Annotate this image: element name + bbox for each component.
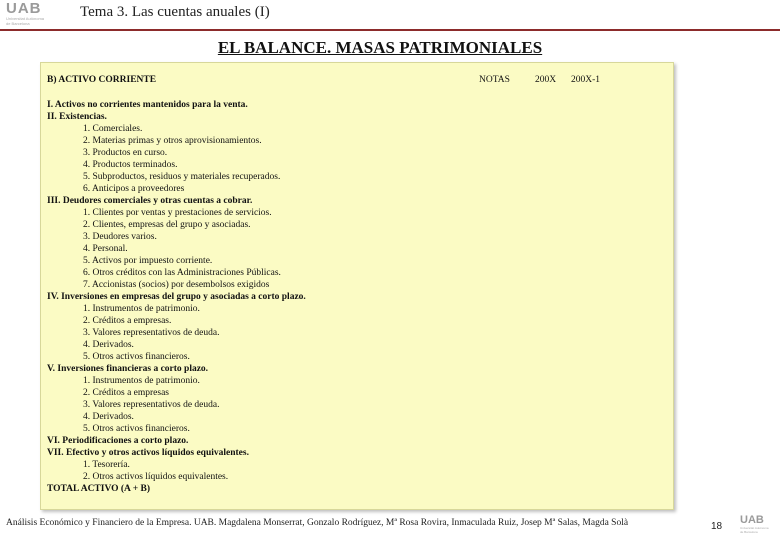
column-header-notas: NOTAS <box>479 75 510 85</box>
logo-mark: UAB <box>740 514 764 526</box>
balance-item-row: 1. Tesorería. <box>83 460 130 470</box>
page-number: 18 <box>711 521 723 532</box>
balance-table-panel <box>40 62 674 510</box>
logo-subtext: de Barcelona <box>6 21 30 26</box>
logo-subtext: Universitat Autònoma <box>6 16 45 21</box>
uab-logo <box>6 2 78 28</box>
balance-heading-row: TOTAL ACTIVO (A + B) <box>47 484 151 494</box>
balance-item-row: 1. Comerciales. <box>83 124 143 134</box>
uab-logo-footer <box>740 515 776 539</box>
balance-item-row: 2. Materias primas y otros aprovisionamientos. <box>83 136 262 146</box>
balance-heading-row: V. Inversiones financieras a corto plazo. <box>47 364 209 374</box>
logo-mark: UAB <box>6 0 42 17</box>
balance-item-row: 5. Activos por impuesto corriente. <box>83 256 213 266</box>
column-header-year: 200X <box>535 75 557 85</box>
column-header-prev-year: 200X-1 <box>571 75 601 85</box>
balance-item-row: 3. Valores representativos de deuda. <box>83 400 220 410</box>
balance-item-row: 1. Instrumentos de patrimonio. <box>83 376 200 386</box>
balance-item-row: 2. Créditos a empresas. <box>83 316 172 326</box>
balance-item-row: 1. Instrumentos de patrimonio. <box>83 304 200 314</box>
slide-header-title: Tema 3. Las cuentas anuales (I) <box>80 4 270 20</box>
balance-item-row: 3. Deudores varios. <box>83 232 157 242</box>
balance-item-row: 5. Subproductos, residuos y materiales recuperados. <box>83 172 281 182</box>
balance-item-row: 7. Accionistas (socios) por desembolsos exigidos <box>83 280 270 290</box>
balance-item-row: 1. Clientes por ventas y prestaciones de servicios. <box>83 208 272 218</box>
header-divider <box>0 29 780 31</box>
balance-item-row: 3. Valores representativos de deuda. <box>83 328 220 338</box>
balance-heading-row: I. Activos no corrientes mantenidos para la venta. <box>47 100 248 110</box>
footer-credits: Análisis Económico y Financiero de la Empresa. UAB. Magdalena Monserrat, Gonzalo Rodríguez, Mª Rosa Rovira, Inmaculada Ruiz, Josep Mª Salas, Magda Solà <box>6 518 629 528</box>
balance-item-row: 5. Otros activos financieros. <box>83 352 190 362</box>
balance-item-row: 6. Otros créditos con las Administraciones Públicas. <box>83 268 281 278</box>
balance-heading-row: IV. Inversiones en empresas del grupo y asociadas a corto plazo. <box>47 292 306 302</box>
balance-item-row: 3. Productos en curso. <box>83 148 168 158</box>
table-section-label: B) ACTIVO CORRIENTE <box>47 75 157 85</box>
balance-item-row: 4. Derivados. <box>83 340 134 350</box>
balance-item-row: 5. Otros activos financieros. <box>83 424 190 434</box>
logo-subtext: Universitat Autònoma <box>740 526 769 530</box>
balance-item-row: 6. Anticipos a proveedores <box>83 184 185 194</box>
balance-heading-row: VI. Periodificaciones a corto plazo. <box>47 436 189 446</box>
balance-item-row: 2. Clientes, empresas del grupo y asociadas. <box>83 220 251 230</box>
balance-heading-row: II. Existencias. <box>47 112 107 122</box>
balance-item-row: 2. Otros activos líquidos equivalentes. <box>83 472 229 482</box>
page-title: EL BALANCE. MASAS PATRIMONIALES <box>217 38 543 57</box>
balance-item-row: 4. Derivados. <box>83 412 134 422</box>
balance-item-row: 4. Personal. <box>83 244 128 254</box>
logo-subtext: de Barcelona <box>740 530 758 534</box>
balance-heading-row: III. Deudores comerciales y otras cuentas a cobrar. <box>47 196 253 206</box>
balance-item-row: 4. Productos terminados. <box>83 160 178 170</box>
balance-item-row: 2. Créditos a empresas <box>83 388 170 398</box>
balance-line-list <box>47 99 306 495</box>
balance-heading-row: VII. Efectivo y otros activos líquidos equivalentes. <box>47 448 249 458</box>
